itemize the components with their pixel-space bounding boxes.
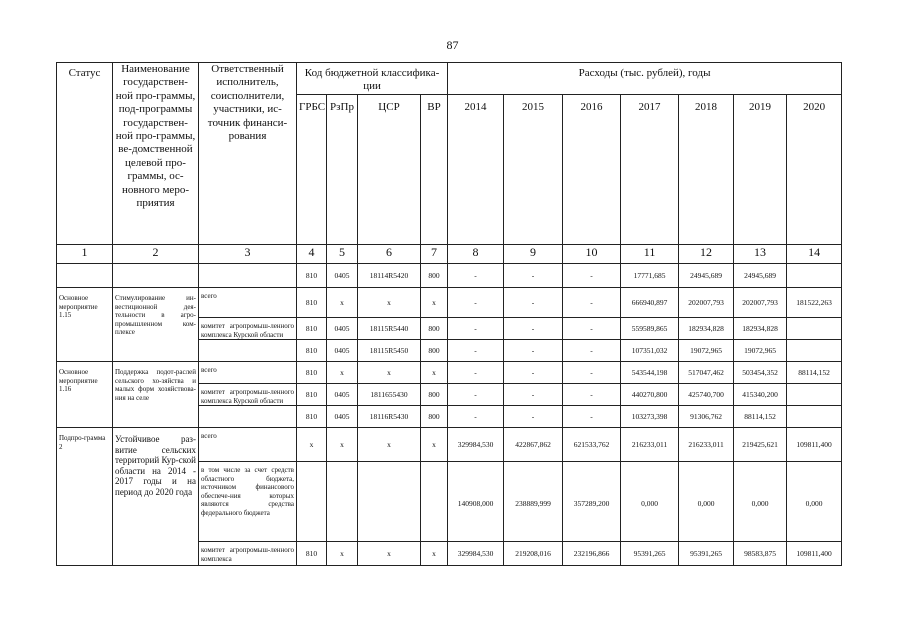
table-row — [57, 264, 842, 288]
table-cell: 232196,866 — [563, 542, 621, 566]
table-cell: 0405 — [327, 318, 358, 340]
table-cell: x — [327, 542, 358, 566]
table-cell: 18115R5440 — [358, 318, 421, 340]
column-number: 2 — [113, 245, 199, 264]
table-cell — [787, 340, 842, 362]
table-cell: 0,000 — [621, 462, 679, 542]
table-cell: 109811,400 — [787, 542, 842, 566]
table-cell: 810 — [297, 340, 327, 362]
table-cell: 800 — [421, 318, 448, 340]
table-cell: 95391,265 — [679, 542, 734, 566]
table-cell: 18114R5420 — [358, 264, 421, 288]
table-cell: 810 — [297, 542, 327, 566]
table-cell: 182934,828 — [679, 318, 734, 340]
table-cell: 18116R5430 — [358, 406, 421, 428]
table-cell: 88114,152 — [734, 406, 787, 428]
header-name: Наименование государствен-ной про-граммы, под-программы государствен-ной про-граммы, ве-домственной целевой про-граммы, ос-новного меро-приятия — [113, 63, 199, 245]
header-code-rzpr: РзПр — [327, 95, 358, 245]
table-cell: 0405 — [327, 264, 358, 288]
column-number: 11 — [621, 245, 679, 264]
table-cell: 543544,198 — [621, 362, 679, 384]
table-cell — [787, 384, 842, 406]
table-cell: 0,000 — [787, 462, 842, 542]
table-cell: 810 — [297, 384, 327, 406]
table-cell: 800 — [421, 264, 448, 288]
responsible-cell: всего — [199, 428, 297, 462]
table-cell: 800 — [421, 340, 448, 362]
table-cell: 0,000 — [679, 462, 734, 542]
table-cell: 415340,200 — [734, 384, 787, 406]
table-cell: 800 — [421, 384, 448, 406]
table-cell: - — [563, 264, 621, 288]
table-cell: x — [358, 288, 421, 318]
header-code-vr: ВР — [421, 95, 448, 245]
table-cell: - — [504, 384, 563, 406]
table-cell: 219208,016 — [504, 542, 563, 566]
responsible-cell: всего — [199, 288, 297, 318]
table-cell: - — [504, 406, 563, 428]
table-cell: - — [563, 318, 621, 340]
table-cell: 216233,011 — [621, 428, 679, 462]
column-number: 10 — [563, 245, 621, 264]
table-cell — [297, 462, 327, 542]
table-cell: 109811,400 — [787, 428, 842, 462]
group-name: Устойчивое раз-витие сельских территорий Кур-ской области на 2014 - 2017 годы и на период до 2020 года — [113, 428, 199, 566]
table-cell: 810 — [297, 264, 327, 288]
column-number: 12 — [679, 245, 734, 264]
table-cell: - — [563, 340, 621, 362]
table-cell — [787, 318, 842, 340]
table-cell: 810 — [297, 406, 327, 428]
header-year-2020: 2020 — [787, 95, 842, 245]
table-cell: 202007,793 — [734, 288, 787, 318]
table-cell: 440270,800 — [621, 384, 679, 406]
table-cell: - — [448, 362, 504, 384]
table-cell: 800 — [421, 406, 448, 428]
table-cell: - — [563, 288, 621, 318]
table-cell: - — [563, 362, 621, 384]
table-cell: - — [563, 384, 621, 406]
table-cell: 238889,999 — [504, 462, 563, 542]
header-year-2018: 2018 — [679, 95, 734, 245]
table-cell: 517047,462 — [679, 362, 734, 384]
table-cell: - — [504, 340, 563, 362]
table-cell: - — [504, 264, 563, 288]
header-code-grbs: ГРБС — [297, 95, 327, 245]
table-cell: 666940,897 — [621, 288, 679, 318]
column-number: 1 — [57, 245, 113, 264]
table-cell: x — [297, 428, 327, 462]
header-year-2016: 2016 — [563, 95, 621, 245]
table-cell: 17771,685 — [621, 264, 679, 288]
responsible-cell — [199, 406, 297, 428]
table-cell: 19072,965 — [734, 340, 787, 362]
header-expenses: Расходы (тыс. рублей), годы — [448, 63, 842, 95]
table-row — [57, 362, 842, 384]
table-cell: 216233,011 — [679, 428, 734, 462]
table-row — [57, 428, 842, 462]
header-year-2019: 2019 — [734, 95, 787, 245]
group-name: Стимулирование ин-вестиционной дея-тельности в агро-промышленном ком-плексе — [113, 288, 199, 362]
table-cell: 95391,265 — [621, 542, 679, 566]
table-cell: - — [448, 406, 504, 428]
table-cell: - — [448, 340, 504, 362]
table-cell: x — [421, 428, 448, 462]
table-cell: x — [327, 362, 358, 384]
table-cell: - — [504, 318, 563, 340]
table-cell: 88114,152 — [787, 362, 842, 384]
table-cell: - — [504, 362, 563, 384]
table-cell: 1811655430 — [358, 384, 421, 406]
table-cell: 0405 — [327, 340, 358, 362]
table-cell: x — [358, 362, 421, 384]
table-cell: 202007,793 — [679, 288, 734, 318]
column-number: 4 — [297, 245, 327, 264]
group-status: Основное мероприятие 1.16 — [57, 362, 113, 428]
responsible-cell: всего — [199, 362, 297, 384]
table-cell: 98583,875 — [734, 542, 787, 566]
table-cell: 219425,621 — [734, 428, 787, 462]
column-number-row — [57, 245, 842, 264]
header-status: Статус — [57, 63, 113, 245]
table-cell: x — [421, 542, 448, 566]
header-responsible: Ответственный исполнитель, соисполнители, участники, ис-точник финанси-рования — [199, 63, 297, 245]
table-cell: 329984,530 — [448, 542, 504, 566]
header-year-2015: 2015 — [504, 95, 563, 245]
table-cell: 810 — [297, 362, 327, 384]
column-number: 3 — [199, 245, 297, 264]
table-cell: x — [327, 288, 358, 318]
table-cell: 621533,762 — [563, 428, 621, 462]
table-cell: 18115R5450 — [358, 340, 421, 362]
table-cell: 422867,862 — [504, 428, 563, 462]
table-cell — [787, 264, 842, 288]
table-cell — [358, 462, 421, 542]
table-cell: 503454,352 — [734, 362, 787, 384]
table-cell: - — [448, 264, 504, 288]
table-cell: 0,000 — [734, 462, 787, 542]
budget-table — [56, 62, 842, 566]
table-cell: x — [358, 428, 421, 462]
table-cell: 425740,700 — [679, 384, 734, 406]
table-cell: 181522,263 — [787, 288, 842, 318]
table-cell: 810 — [297, 288, 327, 318]
table-cell: 140908,000 — [448, 462, 504, 542]
table-cell: - — [504, 288, 563, 318]
header-year-2017: 2017 — [621, 95, 679, 245]
table-cell: - — [448, 318, 504, 340]
page-number: 87 — [446, 38, 459, 52]
table-cell: 107351,032 — [621, 340, 679, 362]
table-cell: x — [358, 542, 421, 566]
table-cell: x — [327, 428, 358, 462]
table-cell — [421, 462, 448, 542]
responsible-cell: комитет агропромыш-ленного комплекса — [199, 542, 297, 566]
responsible-cell: комитет агропромыш-ленного комплекса Курской области — [199, 384, 297, 406]
header-year-2014: 2014 — [448, 95, 504, 245]
table-cell: 24945,689 — [679, 264, 734, 288]
table-cell — [327, 462, 358, 542]
responsible-cell — [199, 340, 297, 362]
column-number: 13 — [734, 245, 787, 264]
table-cell: - — [448, 288, 504, 318]
table-cell: 24945,689 — [734, 264, 787, 288]
group-status: Основное мероприятие 1.15 — [57, 288, 113, 362]
table-cell: 91306,762 — [679, 406, 734, 428]
table-cell: 357289,200 — [563, 462, 621, 542]
table-cell: 0405 — [327, 384, 358, 406]
column-number: 8 — [448, 245, 504, 264]
table-cell: x — [421, 362, 448, 384]
column-number: 14 — [787, 245, 842, 264]
header-budget-code: Код бюджетной классифика-ции — [297, 63, 448, 95]
table-cell: 329984,530 — [448, 428, 504, 462]
table-cell: 19072,965 — [679, 340, 734, 362]
table-cell: - — [563, 406, 621, 428]
group-name: Поддержка подот-раслей сельского хо-зяйства и малых форм хозяйствова-ния на селе — [113, 362, 199, 428]
table-cell: 0405 — [327, 406, 358, 428]
responsible-cell: комитет агропромыш-ленного комплекса Курской области — [199, 318, 297, 340]
group-status: Подпро-грамма 2 — [57, 428, 113, 566]
table-cell: x — [421, 288, 448, 318]
column-number: 9 — [504, 245, 563, 264]
table-cell — [787, 406, 842, 428]
column-number: 7 — [421, 245, 448, 264]
header-code-csr: ЦСР — [358, 95, 421, 245]
column-number: 6 — [358, 245, 421, 264]
table-cell: 810 — [297, 318, 327, 340]
table-cell: 103273,398 — [621, 406, 679, 428]
table-cell: 182934,828 — [734, 318, 787, 340]
responsible-cell: в том числе за счет средств областного бюджета, источником финансового обеспече-ния которых являются средства федерального бюджета — [199, 462, 297, 542]
table-cell: - — [448, 384, 504, 406]
column-number: 5 — [327, 245, 358, 264]
table-row — [57, 288, 842, 318]
table-cell: 559589,865 — [621, 318, 679, 340]
